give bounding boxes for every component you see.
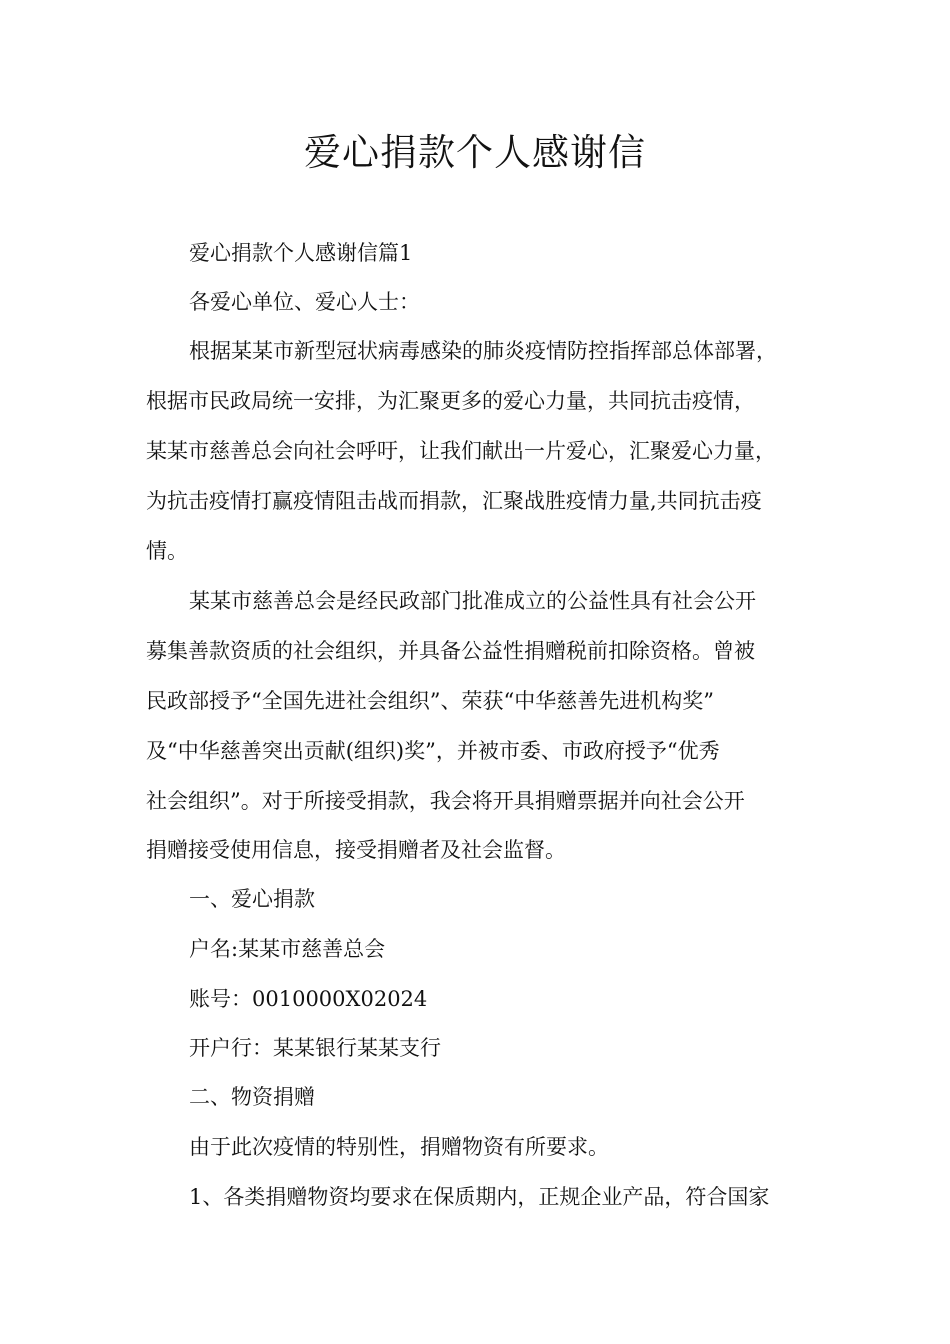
paragraph-line: 社会组织”。对于所接受捐款，我会将开具捐赠票据并向社会公开 (146, 789, 745, 813)
section-heading: 爱心捐款个人感谢信篇1 (189, 241, 413, 265)
account-number: 账号：0010000X02024 (189, 987, 428, 1011)
bank-branch: 开户行：某某银行某某支行 (189, 1036, 441, 1060)
paragraph-line: 捐赠接受使用信息，接受捐赠者及社会监督。 (146, 838, 566, 862)
document-title: 爱心捐款个人感谢信 (304, 131, 646, 174)
section-heading-materials: 二、物资捐赠 (189, 1085, 315, 1109)
paragraph-line: 为抗击疫情打赢疫情阻击战而捐款，汇聚战胜疫情力量,共同抗击疫 (146, 489, 762, 513)
paragraph-line: 根据某某市新型冠状病毒感染的肺炎疫情防控指挥部总体部署， (189, 339, 777, 363)
paragraph-line: 由于此次疫情的特别性，捐赠物资有所要求。 (189, 1135, 609, 1159)
paragraph-line: 募集善款资质的社会组织，并具备公益性捐赠税前扣除资格。曾被 (146, 639, 755, 663)
list-item: 1、各类捐赠物资均要求在保质期内，正规企业产品，符合国家 (189, 1185, 770, 1209)
paragraph-line: 民政部授予“全国先进社会组织”、荣获“中华慈善先进机构奖” (146, 689, 714, 713)
paragraph-line: 某某市慈善总会是经民政部门批准成立的公益性具有社会公开 (189, 589, 756, 613)
paragraph-line: 及“中华慈善突出贡献(组织)奖”，并被市委、市政府授予“优秀 (146, 739, 720, 763)
paragraph-line: 根据市民政局统一安排，为汇聚更多的爱心力量，共同抗击疫情， (146, 389, 755, 413)
section-heading-donation: 一、爱心捐款 (189, 887, 315, 911)
paragraph-line: 情。 (146, 539, 188, 563)
salutation: 各爱心单位、爱心人士： (189, 290, 420, 314)
account-name: 户名:某某市慈善总会 (189, 937, 386, 961)
paragraph-line: 某某市慈善总会向社会呼吁，让我们献出一片爱心，汇聚爱心力量， (146, 439, 776, 463)
